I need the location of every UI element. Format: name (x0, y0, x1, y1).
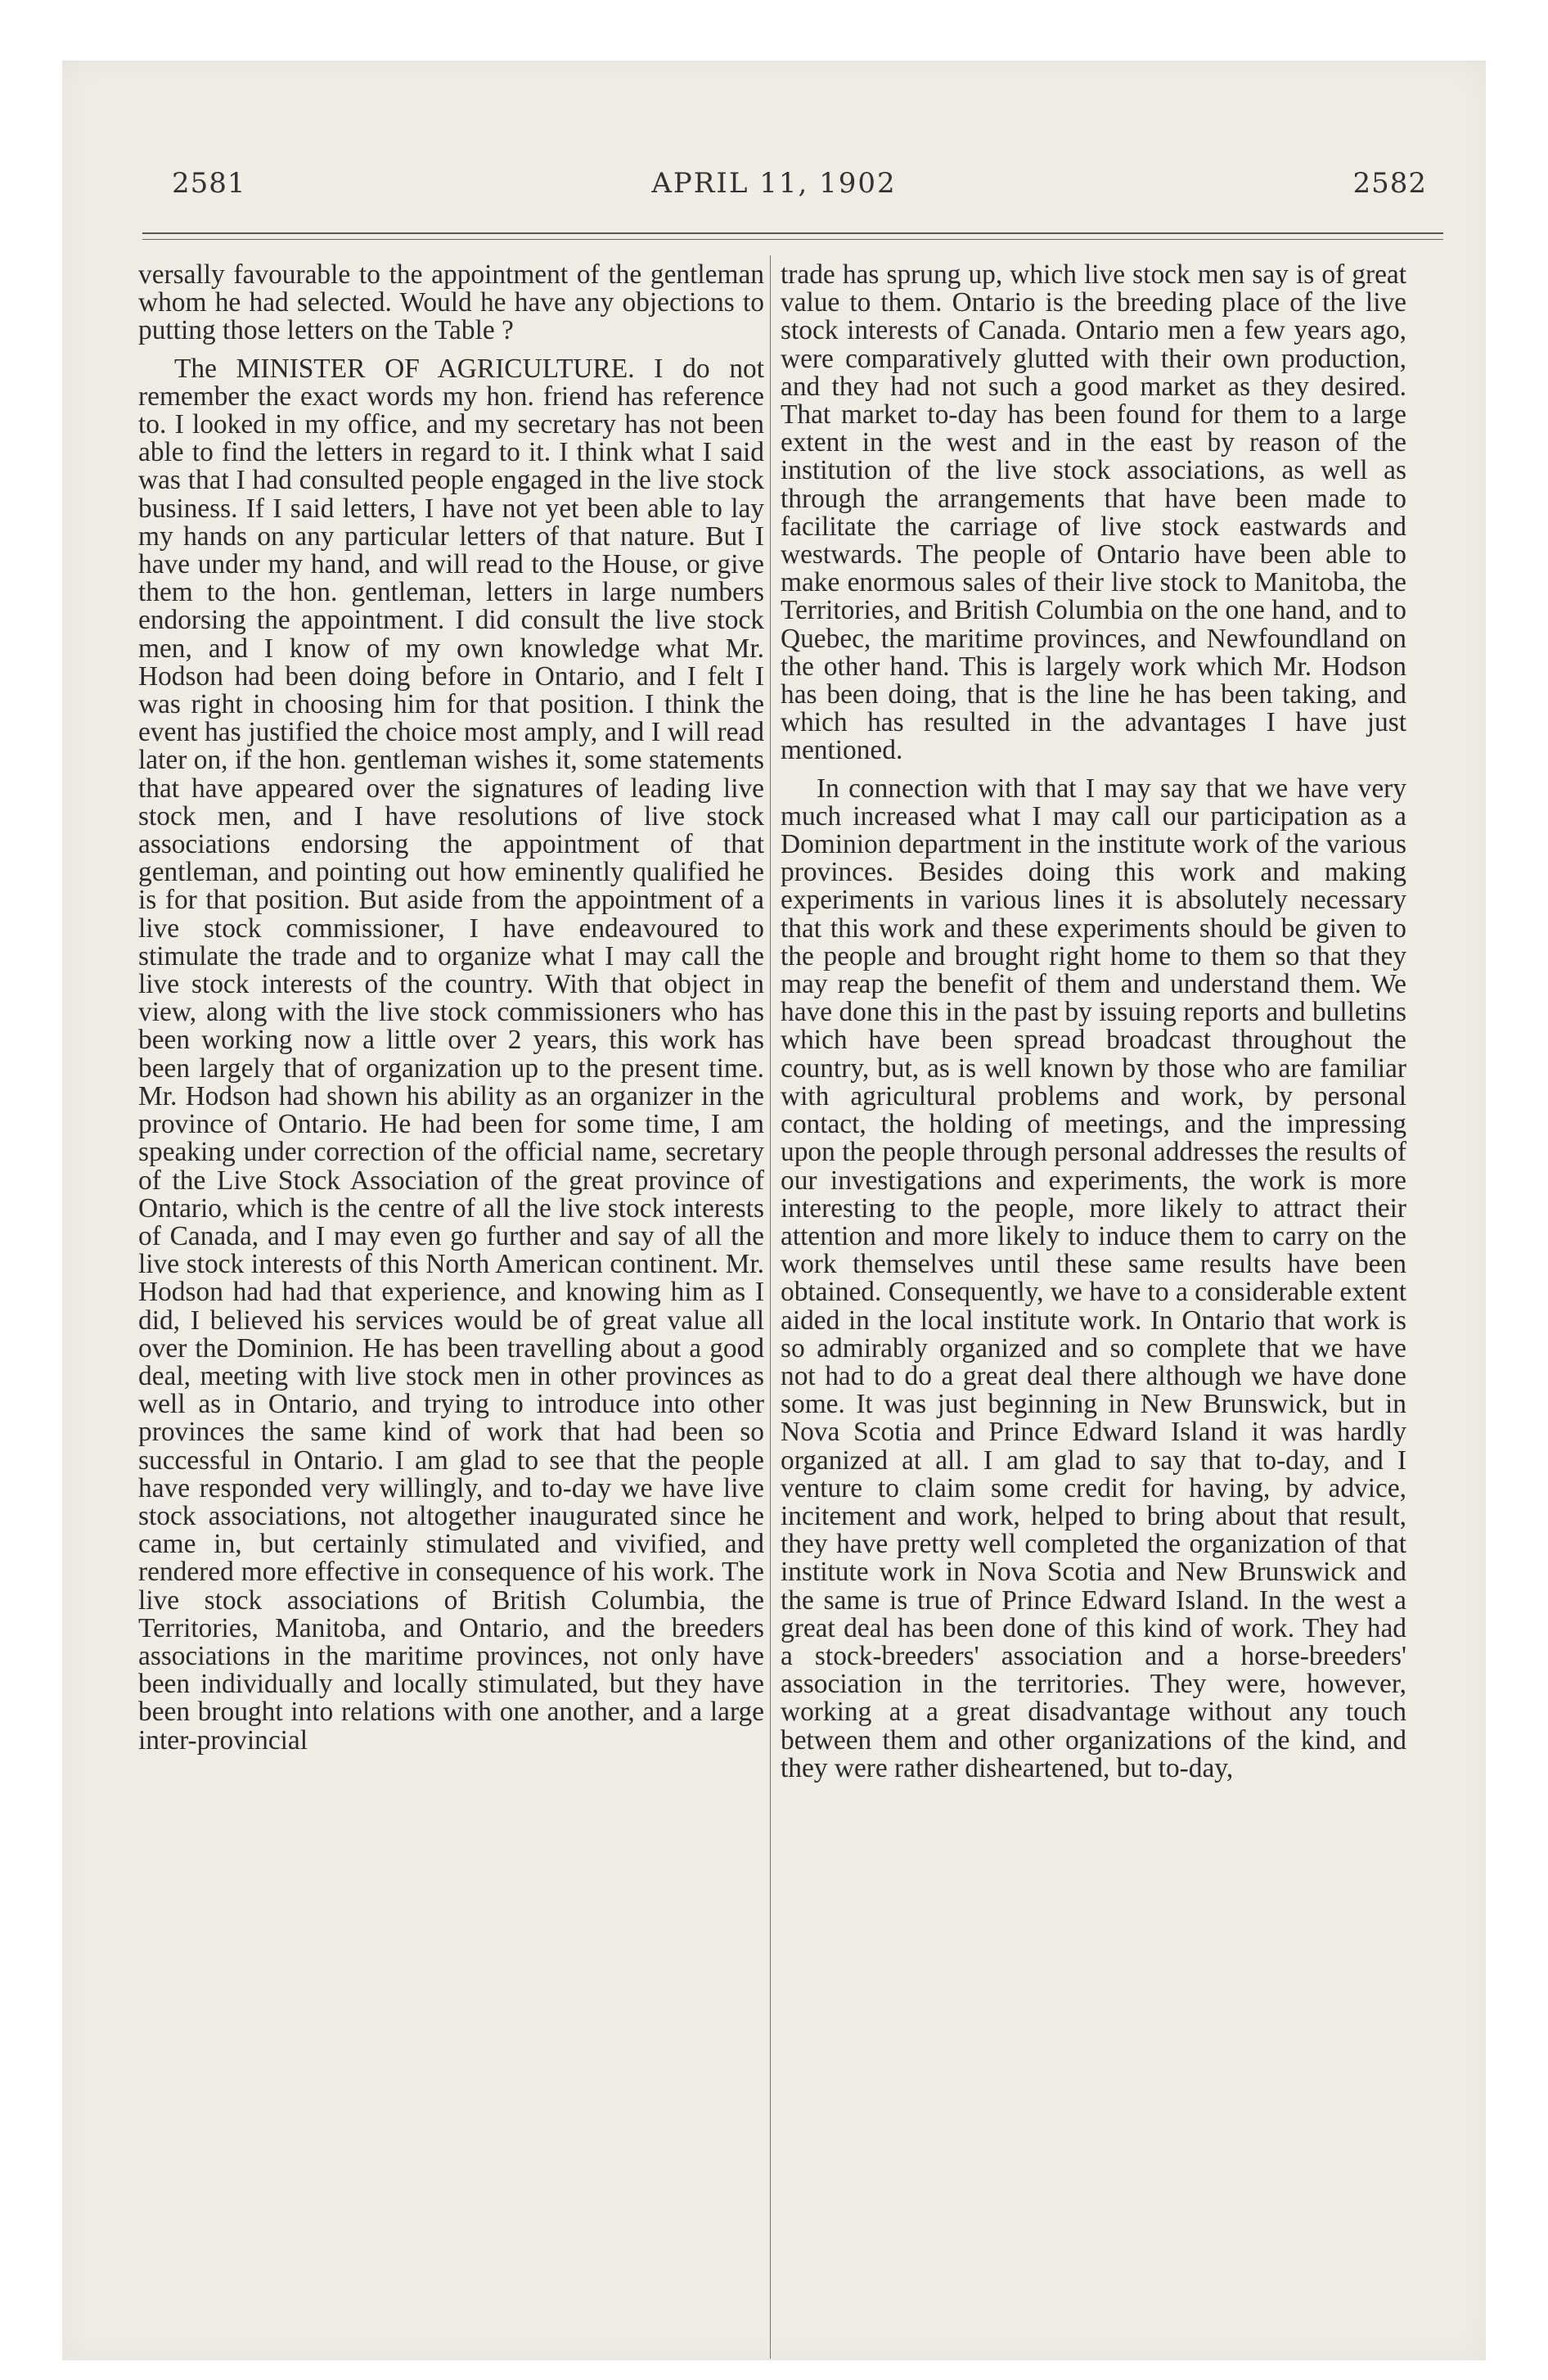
right-paragraph: In connection with that I may say that we have very much increased what I may call our participation as a Dominion department in the institute work of the various provinces. Besides doing this work and making experiments in various lines it is absolutely necessary that this work and these experiments should be given to the people and brought right home to them so that they may reap the benefit of them and understand them. We have done this in the past by issuing reports and bulletins which have been spread broadcast throughout the country, but, as is well known by those who are familiar with agricultural problems and work, by personal contact, the holding of meetings, and the impressing upon the people through personal addresses the results of our investigations and experiments, the work is more interesting to the people, more likely to attract their attention and more likely to induce them to carry on the work themselves until these same results have been obtained. Consequently, we have to a considerable extent aided in the local institute work. In Ontario that work is so admirably organized and so complete that we have not had to do a great deal there although we have done some. It was just beginning in New Brunswick, but in Nova Scotia and Prince Edward Island it was hardly organized at all. I am glad to say that to-day, and I venture to claim some credit for having, by advice, incitement and work, helped to bring about that result, they have pretty well completed the organization of that institute work in Nova Scotia and New Brunswick and the same is true of Prince Edward Island. In the west a great deal has been done of this kind of work. They had a stock-breeders' association and a horse-breeders' association in the territories. They were, however, working at a great disadvantage without any touch between them and other organizations of the kind, and they were rather disheartened, but to-day, (781, 773, 1406, 1783)
header-rule-bottom (142, 239, 1443, 240)
right-column (781, 261, 1406, 1783)
left-page-number: 2581 (172, 167, 246, 200)
left-paragraph: The MINISTER OF AGRICULTURE. I do not remember the exact words my hon. friend has reference to. I looked in my office, and my secretary has not been able to find the letters in regard to it. I think what I said was that I had consulted people engaged in the live stock business. If I said letters, I have not yet been able to lay my hands on any particular letters of that nature. But I have under my hand, and will read to the House, or give them to the hon. gentleman, letters in large numbers endorsing the appointment. I did consult the live stock men, and I know of my own knowledge what Mr. Hodson had been doing before in Ontario, and I felt I was right in choosing him for that position. I think the event has justified the choice most amply, and I will read later on, if the hon. gentleman wishes it, some statements that have appeared over the signatures of leading live stock men, and I have resolutions of live stock associations endorsing the appointment of that gentleman, and pointing out how eminently qualified he is for that position. But aside from the appointment of a live stock commissioner, I have endeavoured to stimulate the trade and to organize what I may call the live stock interests of the country. With that object in view, along with the live stock commissioners who has been working now a little over 2 years, this work has been largely that of organization up to the present time. Mr. Hodson had shown his ability as an organizer in the province of Ontario. He had been for some time, I am speaking under correction of the official name, secretary of the Live Stock Association of the great province of Ontario, which is the centre of all the live stock interests of Canada, and I may even go further and say of all the live stock interests of this North American continent. Mr. Hodson had had that experience, and knowing him as I did, I believed his services would be of great value all over the Dominion. He has been travelling about a good deal, meeting with live stock men in other provinces as well as in Ontario, and trying to introduce into other provinces the same kind of work that had been so successful in Ontario. I am glad to see that the people have responded very willingly, and to-day we have live stock associations, not altogether inaugurated since he came in, but certainly stimulated and vivified, and rendered more effective in consequence of his work. The live stock associations of British Columbia, the Territories, Manitoba, and Ontario, and the breeders associations in the maritime provinces, not only have been individually and locally stimulated, but they have been brought into relations with one another, and a large inter-provincial (138, 353, 764, 1756)
right-page-number: 2582 (1352, 167, 1427, 200)
scanned-page (62, 61, 1486, 2360)
left-column (138, 261, 764, 1755)
right-paragraph: trade has sprung up, which live stock men say is of great value to them. Ontario is the breeding place of the live stock interests of Canada. Ontario men a few years ago, were comparatively glutted with their own production, and they had not such a good market as they desired. That market to-day has been found for them to a large extent in the west and in the east by reason of the institution of the live stock associations, as well as through the arrangements that have been made to facilitate the carriage of live stock eastwards and westwards. The people of Ontario have been able to make enormous sales of their live stock to Manitoba, the Territories, and British Columbia on the one hand, and to Quebec, the maritime provinces, and Newfoundland on the other hand. This is largely work which Mr. Hodson has been doing, that is the line he has been taking, and which has resulted in the advantages I have just mentioned. (781, 259, 1406, 766)
header-rule-top (142, 232, 1443, 234)
column-divider (770, 255, 771, 2359)
page-header (62, 167, 1486, 216)
page-date-title: APRIL 11, 1902 (651, 167, 897, 200)
left-paragraph: versally favourable to the appointment of the gentleman whom he had selected. Would he have any objections to putting those letters on the Table ? (138, 259, 764, 346)
